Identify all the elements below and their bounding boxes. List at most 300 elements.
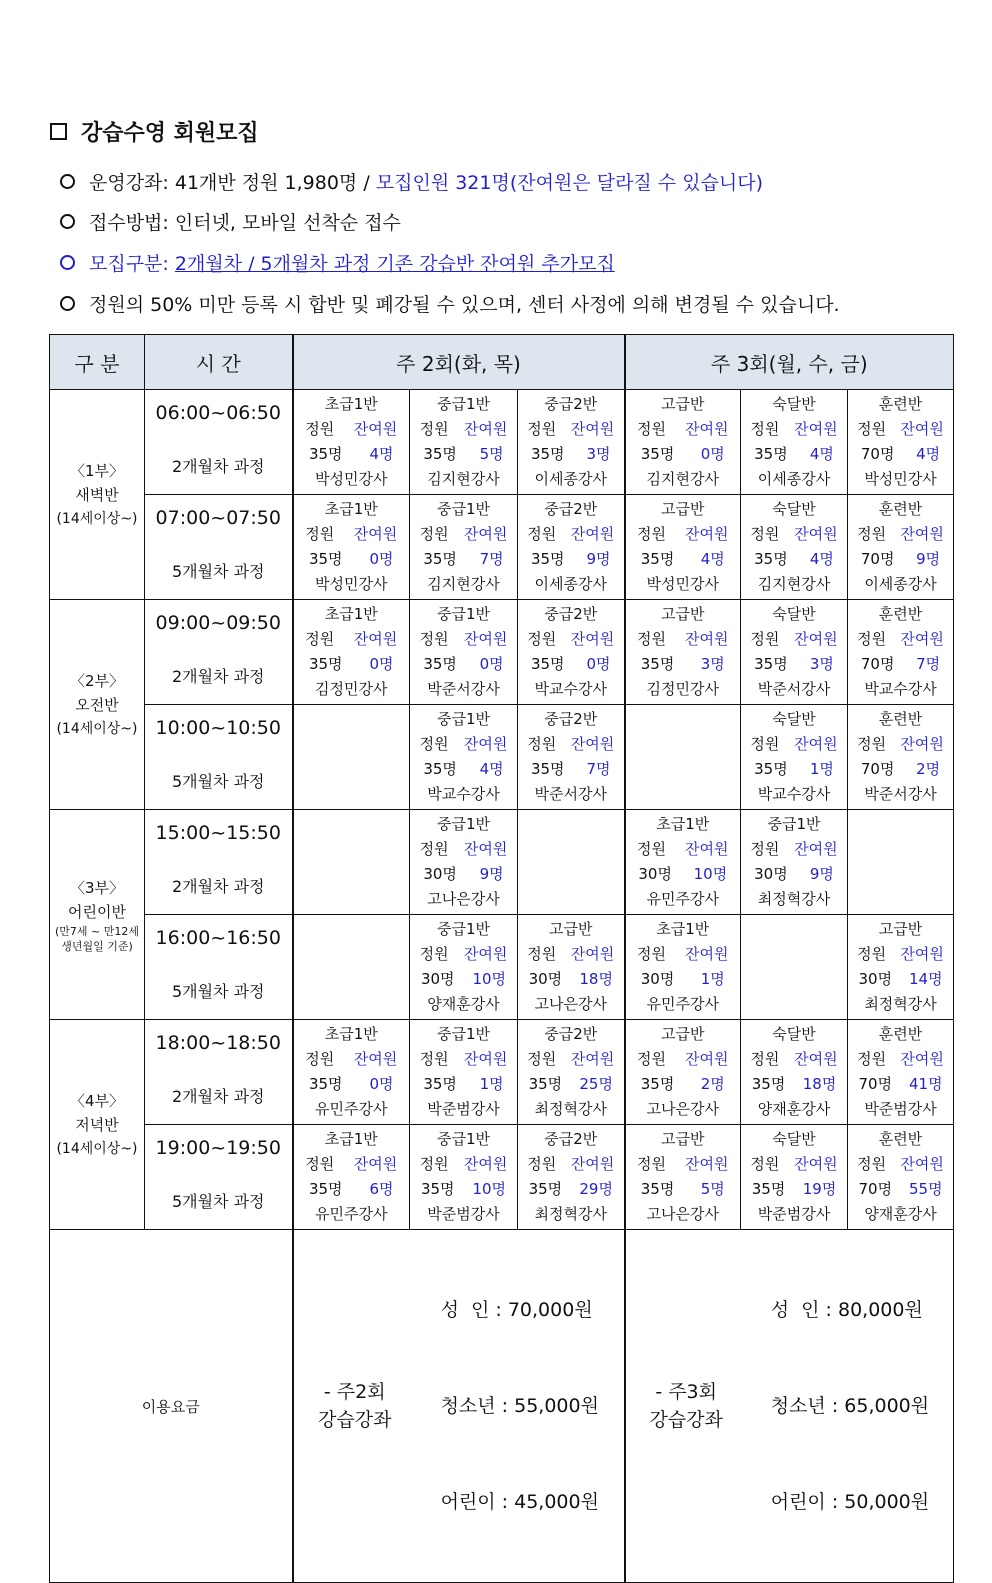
capacity-value: 35명 xyxy=(754,550,788,568)
class-name: 초급1반 xyxy=(324,1130,378,1148)
class-name: 중급1반 xyxy=(436,605,490,623)
class-cell xyxy=(293,390,410,495)
table-row xyxy=(50,705,954,810)
remaining-value: 10명 xyxy=(693,865,728,883)
remaining-value: 0명 xyxy=(586,655,611,673)
time-range: 10:00~10:50 xyxy=(155,717,281,739)
capacity-value: 35명 xyxy=(308,655,343,673)
class-cell xyxy=(293,810,410,915)
teacher-name: 최정혁강사 xyxy=(534,1100,607,1118)
class-cell xyxy=(518,495,625,600)
class-cell xyxy=(625,705,741,810)
class-cell xyxy=(293,600,410,705)
course-type: 5개월차 과정 xyxy=(171,772,265,791)
capacity-value: 35명 xyxy=(640,1180,675,1198)
teacher-name: 양재훈강사 xyxy=(427,995,500,1013)
table-row xyxy=(50,915,954,1020)
remaining-label: 잔여원 xyxy=(570,630,615,648)
bullet-courses-blue: 모집인원 321명(잔여원은 달라질 수 있습니다) xyxy=(375,172,764,194)
bullet-category xyxy=(60,249,615,276)
capacity-value: 35명 xyxy=(308,1180,343,1198)
remaining-label: 잔여원 xyxy=(900,420,944,438)
class-name: 중급2반 xyxy=(544,1130,598,1148)
remaining-value: 41명 xyxy=(908,1075,943,1093)
table-row xyxy=(50,1020,954,1125)
class-cell xyxy=(741,600,848,705)
class-name: 중급1반 xyxy=(436,920,490,938)
part-cell xyxy=(50,1020,145,1230)
capacity-value: 70명 xyxy=(860,760,895,778)
capacity-value: 35명 xyxy=(640,1075,675,1093)
capacity-label: 정원 xyxy=(527,945,557,963)
page-title-text: 강습수영 회원모집 xyxy=(81,121,259,146)
class-cell xyxy=(625,915,741,1020)
class-cell xyxy=(625,1020,741,1125)
remaining-label: 잔여원 xyxy=(570,420,615,438)
teacher-name: 박교수강사 xyxy=(864,680,937,698)
class-name: 숙달반 xyxy=(772,1130,816,1148)
teacher-name: 고나은강사 xyxy=(646,1205,719,1223)
class-cell xyxy=(848,1125,954,1230)
class-name: 훈련반 xyxy=(878,1130,923,1148)
remaining-value: 6명 xyxy=(369,1180,394,1198)
capacity-label: 정원 xyxy=(305,1155,335,1173)
remaining-label: 잔여원 xyxy=(570,1155,615,1173)
capacity-label: 정원 xyxy=(750,735,780,753)
header-mon-wed-fri: 주 3회(월, 수, 금) xyxy=(625,335,954,390)
remaining-label: 잔여원 xyxy=(685,630,729,648)
part-age: (만7세 ~ 만12세 생년월일 기준) xyxy=(54,924,139,953)
remaining-value: 9명 xyxy=(586,550,611,568)
course-type: 5개월차 과정 xyxy=(171,982,265,1001)
remaining-label: 잔여원 xyxy=(463,1155,508,1173)
remaining-value: 0명 xyxy=(369,1075,394,1093)
capacity-value: 35명 xyxy=(640,550,675,568)
remaining-value: 7명 xyxy=(916,655,941,673)
capacity-value: 30명 xyxy=(640,970,675,988)
capacity-value: 35명 xyxy=(640,655,675,673)
teacher-name: 박준서강사 xyxy=(757,680,831,698)
class-cell xyxy=(410,705,518,810)
capacity-value: 35명 xyxy=(423,445,457,463)
class-cell xyxy=(410,915,518,1020)
remaining-label: 잔여원 xyxy=(463,735,508,753)
remaining-label: 잔여원 xyxy=(900,630,944,648)
remaining-label: 잔여원 xyxy=(353,630,398,648)
capacity-label: 정원 xyxy=(857,945,887,963)
remaining-label: 잔여원 xyxy=(900,525,944,543)
class-cell xyxy=(625,1125,741,1230)
remaining-value: 4명 xyxy=(916,445,941,463)
remaining-label: 잔여원 xyxy=(685,1050,729,1068)
time-range: 07:00~07:50 xyxy=(155,507,281,529)
class-name: 숙달반 xyxy=(772,500,816,518)
time-range: 16:00~16:50 xyxy=(155,927,281,949)
capacity-label: 정원 xyxy=(750,630,780,648)
class-name: 고급반 xyxy=(661,500,705,518)
capacity-label: 정원 xyxy=(857,735,887,753)
class-cell xyxy=(848,1020,954,1125)
remaining-label: 잔여원 xyxy=(794,420,838,438)
remaining-value: 19명 xyxy=(802,1180,837,1198)
time-cell xyxy=(145,810,293,915)
capacity-value: 35명 xyxy=(528,1180,563,1198)
bullet-courses-text: 운영강좌: 41개반 정원 1,980명 / xyxy=(89,172,370,194)
remaining-label: 잔여원 xyxy=(794,1050,838,1068)
capacity-value: 35명 xyxy=(423,550,457,568)
table-row xyxy=(50,1125,954,1230)
remaining-value: 2명 xyxy=(700,1075,725,1093)
teacher-name: 김정민강사 xyxy=(315,680,388,698)
time-cell xyxy=(145,1125,293,1230)
capacity-value: 30명 xyxy=(423,865,457,883)
class-cell xyxy=(741,495,848,600)
teacher-name: 박성민강사 xyxy=(864,470,937,488)
teacher-name: 이세종강사 xyxy=(757,470,831,488)
time-range: 15:00~15:50 xyxy=(155,822,281,844)
remaining-value: 10명 xyxy=(472,970,507,988)
class-cell xyxy=(848,390,954,495)
course-type: 2개월차 과정 xyxy=(171,877,265,896)
remaining-label: 잔여원 xyxy=(570,945,615,963)
fee-three-title2: 강습강좌 xyxy=(649,1409,723,1431)
part-age: (14세이상~) xyxy=(56,720,138,737)
class-name: 훈련반 xyxy=(878,605,923,623)
class-cell xyxy=(293,1020,410,1125)
capacity-label: 정원 xyxy=(419,420,449,438)
capacity-label: 정원 xyxy=(305,1050,335,1068)
remaining-label: 잔여원 xyxy=(685,840,729,858)
part-sub: 어린이반 xyxy=(68,902,126,921)
class-cell xyxy=(518,1125,625,1230)
remaining-value: 5명 xyxy=(479,445,504,463)
class-cell xyxy=(625,390,741,495)
capacity-value: 35명 xyxy=(308,1075,343,1093)
capacity-value: 70명 xyxy=(858,1075,893,1093)
class-name: 숙달반 xyxy=(772,395,816,413)
remaining-label: 잔여원 xyxy=(353,1155,398,1173)
course-type: 2개월차 과정 xyxy=(171,457,265,476)
class-cell xyxy=(410,600,518,705)
remaining-value: 3명 xyxy=(700,655,725,673)
teacher-name: 김지현강사 xyxy=(646,470,719,488)
capacity-label: 정원 xyxy=(857,1050,887,1068)
class-name: 고급반 xyxy=(549,920,593,938)
class-cell xyxy=(293,1125,410,1230)
remaining-label: 잔여원 xyxy=(794,840,838,858)
remaining-label: 잔여원 xyxy=(463,840,508,858)
capacity-label: 정원 xyxy=(750,420,780,438)
capacity-value: 30명 xyxy=(638,865,672,883)
capacity-value: 35명 xyxy=(423,1075,457,1093)
class-cell xyxy=(293,495,410,600)
capacity-value: 35명 xyxy=(754,655,788,673)
capacity-label: 정원 xyxy=(527,420,557,438)
fee-three-adult: 성 인 : 80,000원 xyxy=(770,1299,923,1321)
bullet-category-underlined: 2개월차 / 5개월차 과정 기존 강습반 잔여원 추가모집 xyxy=(174,253,615,275)
remaining-label: 잔여원 xyxy=(900,1155,944,1173)
teacher-name: 박준서강사 xyxy=(534,785,607,803)
class-cell xyxy=(848,600,954,705)
class-name: 중급1반 xyxy=(436,710,490,728)
remaining-label: 잔여원 xyxy=(463,630,508,648)
capacity-label: 정원 xyxy=(527,735,557,753)
teacher-name: 박준범강사 xyxy=(427,1100,500,1118)
checkbox-square-icon xyxy=(50,123,67,140)
remaining-value: 4명 xyxy=(700,550,725,568)
capacity-label: 정원 xyxy=(305,630,335,648)
remaining-label: 잔여원 xyxy=(794,735,838,753)
remaining-label: 잔여원 xyxy=(463,945,508,963)
remaining-value: 0명 xyxy=(700,445,725,463)
course-type: 2개월차 과정 xyxy=(171,667,265,686)
class-name: 초급1반 xyxy=(324,1025,378,1043)
part-name: 〈3부〉 xyxy=(69,878,125,897)
fee-two-youth: 청소년 : 55,000원 xyxy=(440,1395,599,1417)
header-gubun: 구 분 xyxy=(50,335,145,390)
remaining-label: 잔여원 xyxy=(794,1155,838,1173)
remaining-label: 잔여원 xyxy=(685,525,729,543)
capacity-value: 35명 xyxy=(754,760,788,778)
class-cell xyxy=(625,810,741,915)
teacher-name: 김지현강사 xyxy=(427,470,500,488)
capacity-label: 정원 xyxy=(637,1155,667,1173)
capacity-label: 정원 xyxy=(527,1050,557,1068)
teacher-name: 양재훈강사 xyxy=(757,1100,831,1118)
schedule-body xyxy=(50,390,954,1230)
part-age: (14세이상~) xyxy=(56,1140,138,1157)
class-cell xyxy=(625,600,741,705)
class-cell xyxy=(741,1020,848,1125)
part-cell xyxy=(50,600,145,810)
remaining-value: 0명 xyxy=(369,550,394,568)
class-name: 중급1반 xyxy=(436,815,490,833)
remaining-label: 잔여원 xyxy=(570,735,615,753)
class-cell xyxy=(741,810,848,915)
capacity-label: 정원 xyxy=(419,630,449,648)
class-name: 훈련반 xyxy=(878,710,923,728)
fee-two xyxy=(293,1230,625,1583)
remaining-label: 잔여원 xyxy=(463,525,508,543)
capacity-label: 정원 xyxy=(305,525,335,543)
class-name: 숙달반 xyxy=(772,710,816,728)
bullet-category-text: 모집구분: xyxy=(89,253,169,275)
class-cell xyxy=(848,810,954,915)
header-row xyxy=(50,335,954,390)
remaining-value: 9명 xyxy=(479,865,504,883)
class-cell xyxy=(410,495,518,600)
fee-label: 이용요금 xyxy=(50,1230,293,1583)
time-range: 18:00~18:50 xyxy=(155,1032,281,1054)
part-name: 〈4부〉 xyxy=(69,1091,125,1110)
class-name: 중급1반 xyxy=(767,815,821,833)
capacity-label: 정원 xyxy=(857,630,887,648)
class-name: 초급1반 xyxy=(324,605,378,623)
class-cell xyxy=(518,390,625,495)
remaining-label: 잔여원 xyxy=(794,525,838,543)
remaining-value: 7명 xyxy=(586,760,611,778)
class-name: 고급반 xyxy=(878,920,923,938)
remaining-value: 4명 xyxy=(809,445,834,463)
class-cell xyxy=(410,1020,518,1125)
remaining-label: 잔여원 xyxy=(463,1050,508,1068)
remaining-value: 2명 xyxy=(916,760,941,778)
capacity-label: 정원 xyxy=(750,525,780,543)
part-age: (14세이상~) xyxy=(56,510,138,527)
teacher-name: 이세종강사 xyxy=(864,575,937,593)
capacity-label: 정원 xyxy=(637,1050,667,1068)
class-cell xyxy=(410,390,518,495)
teacher-name: 박교수강사 xyxy=(534,680,607,698)
teacher-name: 양재훈강사 xyxy=(864,1205,937,1223)
capacity-value: 35명 xyxy=(751,1180,786,1198)
capacity-value: 70명 xyxy=(860,655,895,673)
capacity-value: 35명 xyxy=(420,1180,455,1198)
teacher-name: 박교수강사 xyxy=(427,785,500,803)
capacity-label: 정원 xyxy=(637,945,667,963)
teacher-name: 김지현강사 xyxy=(427,575,500,593)
teacher-name: 김지현강사 xyxy=(757,575,831,593)
capacity-value: 70명 xyxy=(860,445,895,463)
class-cell xyxy=(293,705,410,810)
part-cell xyxy=(50,390,145,600)
circle-bullet-icon xyxy=(60,255,75,270)
teacher-name: 박성민강사 xyxy=(315,575,388,593)
remaining-value: 25명 xyxy=(579,1075,613,1093)
remaining-label: 잔여원 xyxy=(353,1050,398,1068)
class-name: 중급2반 xyxy=(544,605,598,623)
capacity-value: 35명 xyxy=(308,445,343,463)
class-name: 고급반 xyxy=(661,605,705,623)
part-name: 〈1부〉 xyxy=(69,461,125,480)
remaining-value: 4명 xyxy=(809,550,834,568)
remaining-label: 잔여원 xyxy=(900,945,944,963)
class-name: 중급2반 xyxy=(544,500,598,518)
remaining-value: 29명 xyxy=(579,1180,613,1198)
class-name: 초급1반 xyxy=(324,500,378,518)
capacity-value: 70명 xyxy=(858,1180,893,1198)
remaining-value: 9명 xyxy=(809,865,834,883)
fee-three-child: 어린이 : 50,000원 xyxy=(770,1491,930,1513)
capacity-value: 30명 xyxy=(420,970,455,988)
capacity-label: 정원 xyxy=(419,1050,449,1068)
teacher-name: 박준서강사 xyxy=(864,785,937,803)
time-cell xyxy=(145,1020,293,1125)
class-cell xyxy=(518,915,625,1020)
teacher-name: 최정혁강사 xyxy=(534,1205,607,1223)
class-cell xyxy=(741,705,848,810)
capacity-value: 30명 xyxy=(528,970,563,988)
time-cell xyxy=(145,390,293,495)
remaining-label: 잔여원 xyxy=(900,735,944,753)
class-cell xyxy=(518,705,625,810)
teacher-name: 유민주강사 xyxy=(315,1100,388,1118)
capacity-label: 정원 xyxy=(637,840,667,858)
circle-bullet-icon xyxy=(60,214,75,229)
remaining-value: 0명 xyxy=(369,655,394,673)
capacity-value: 30명 xyxy=(858,970,893,988)
capacity-label: 정원 xyxy=(419,735,449,753)
part-sub: 저녁반 xyxy=(75,1115,119,1134)
time-range: 09:00~09:50 xyxy=(155,612,281,634)
time-range: 06:00~06:50 xyxy=(155,402,281,424)
remaining-value: 7명 xyxy=(479,550,504,568)
remaining-label: 잔여원 xyxy=(685,1155,729,1173)
class-name: 고급반 xyxy=(661,1130,705,1148)
remaining-value: 18명 xyxy=(802,1075,837,1093)
class-cell xyxy=(518,600,625,705)
capacity-label: 정원 xyxy=(527,630,557,648)
teacher-name: 고나은강사 xyxy=(646,1100,719,1118)
capacity-value: 30명 xyxy=(754,865,788,883)
capacity-label: 정원 xyxy=(419,945,449,963)
class-cell xyxy=(293,915,410,1020)
teacher-name: 박교수강사 xyxy=(757,785,831,803)
capacity-value: 35명 xyxy=(754,445,788,463)
capacity-label: 정원 xyxy=(419,525,449,543)
teacher-name: 최정혁강사 xyxy=(864,995,937,1013)
time-cell xyxy=(145,495,293,600)
teacher-name: 유민주강사 xyxy=(646,890,719,908)
remaining-value: 4명 xyxy=(479,760,504,778)
class-name: 중급1반 xyxy=(436,1130,490,1148)
teacher-name: 이세종강사 xyxy=(534,470,607,488)
class-name: 중급1반 xyxy=(436,500,490,518)
remaining-value: 1명 xyxy=(479,1075,504,1093)
time-cell xyxy=(145,705,293,810)
remaining-value: 1명 xyxy=(700,970,725,988)
teacher-name: 박준범강사 xyxy=(427,1205,500,1223)
capacity-label: 정원 xyxy=(750,840,780,858)
schedule-table xyxy=(49,334,954,1583)
circle-bullet-icon xyxy=(60,296,75,311)
teacher-name: 박성민강사 xyxy=(315,470,388,488)
course-type: 2개월차 과정 xyxy=(171,1087,265,1106)
class-cell xyxy=(848,705,954,810)
class-name: 중급1반 xyxy=(436,1025,490,1043)
capacity-label: 정원 xyxy=(419,840,449,858)
remaining-value: 55명 xyxy=(908,1180,943,1198)
bullet-method xyxy=(60,208,401,235)
teacher-name: 박준서강사 xyxy=(427,680,500,698)
remaining-label: 잔여원 xyxy=(463,420,508,438)
capacity-value: 35명 xyxy=(751,1075,786,1093)
fee-three-youth: 청소년 : 65,000원 xyxy=(770,1395,930,1417)
part-sub: 오전반 xyxy=(75,695,119,714)
capacity-value: 35명 xyxy=(423,760,457,778)
capacity-value: 35명 xyxy=(530,655,565,673)
fee-two-child: 어린이 : 45,000원 xyxy=(440,1491,599,1513)
class-name: 숙달반 xyxy=(772,1025,816,1043)
remaining-value: 3명 xyxy=(586,445,611,463)
remaining-value: 5명 xyxy=(700,1180,725,1198)
time-cell xyxy=(145,915,293,1020)
remaining-label: 잔여원 xyxy=(900,1050,944,1068)
capacity-label: 정원 xyxy=(637,630,667,648)
capacity-value: 35명 xyxy=(308,550,343,568)
class-name: 중급2반 xyxy=(544,1025,598,1043)
capacity-label: 정원 xyxy=(750,1050,780,1068)
table-row xyxy=(50,495,954,600)
class-name: 훈련반 xyxy=(878,1025,923,1043)
capacity-value: 35명 xyxy=(640,445,675,463)
course-type: 5개월차 과정 xyxy=(171,562,265,581)
remaining-label: 잔여원 xyxy=(353,420,398,438)
remaining-value: 18명 xyxy=(579,970,613,988)
capacity-value: 35명 xyxy=(530,550,565,568)
remaining-value: 10명 xyxy=(472,1180,507,1198)
class-cell xyxy=(848,915,954,1020)
